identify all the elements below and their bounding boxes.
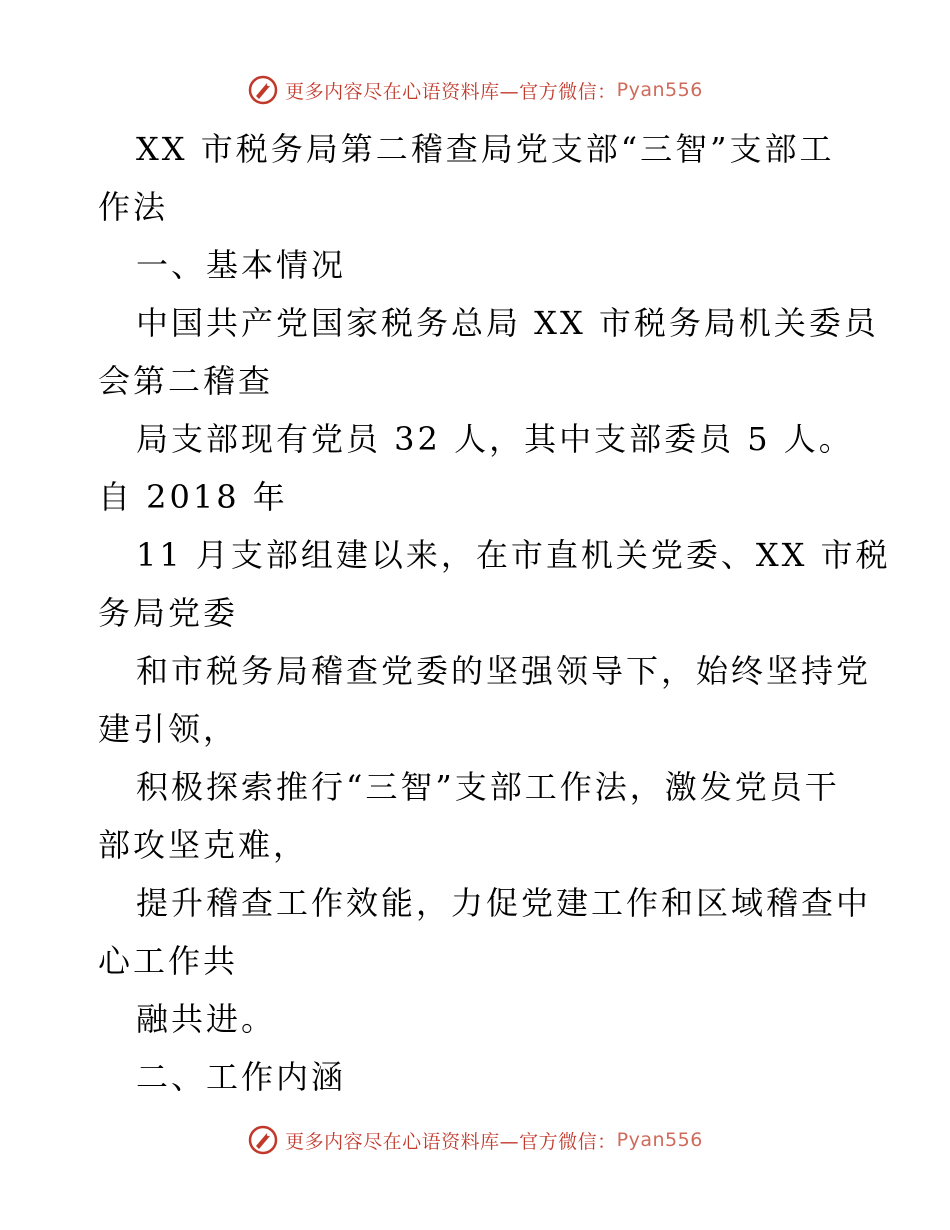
paragraph-line: 建引领， xyxy=(98,710,239,748)
paragraph-line: 11 月支部组建以来，在市直机关党委、XX 市税 xyxy=(136,536,891,574)
paragraph-line: 自 2018 年 xyxy=(98,478,288,516)
paragraph-line: 中国共产党国家税务总局 XX 市税务局机关委员 xyxy=(136,304,879,342)
header-watermark xyxy=(0,70,950,110)
watermark-text: 更多内容尽在心语资料库—官方微信： xyxy=(285,1130,617,1153)
watermark-account: Pyan556 xyxy=(616,1129,703,1151)
pen-nib-logo-icon xyxy=(247,1124,279,1156)
watermark-text: 更多内容尽在心语资料库—官方微信： xyxy=(285,80,617,103)
footer-watermark xyxy=(0,1120,950,1160)
paragraph-line: 提升稽查工作效能，力促党建工作和区域稽查中 xyxy=(136,884,872,922)
paragraph-line: 务局党委 xyxy=(98,594,239,632)
paragraph-line: 积极探索推行“三智”支部工作法，激发党员干 xyxy=(136,768,840,806)
paragraph-line: 融共进。 xyxy=(136,1000,277,1038)
title-line-1: XX 市税务局第二稽查局党支部“三智”支部工 xyxy=(136,130,835,168)
paragraph-line: 会第二稽查 xyxy=(98,362,274,400)
document-body xyxy=(98,120,891,1106)
paragraph-line: 和市税务局稽查党委的坚强领导下，始终坚持党 xyxy=(136,652,872,690)
pen-nib-logo-icon xyxy=(247,74,279,106)
section-heading-1: 一、基本情况 xyxy=(136,246,347,284)
paragraph-line: 局支部现有党员 32 人，其中支部委员 5 人。 xyxy=(136,420,854,458)
watermark-account: Pyan556 xyxy=(616,79,703,101)
paragraph-line: 部攻坚克难， xyxy=(98,826,309,864)
section-heading-2: 二、工作内涵 xyxy=(136,1058,347,1096)
title-line-2: 作法 xyxy=(98,188,169,226)
paragraph-line: 心工作共 xyxy=(98,942,239,980)
